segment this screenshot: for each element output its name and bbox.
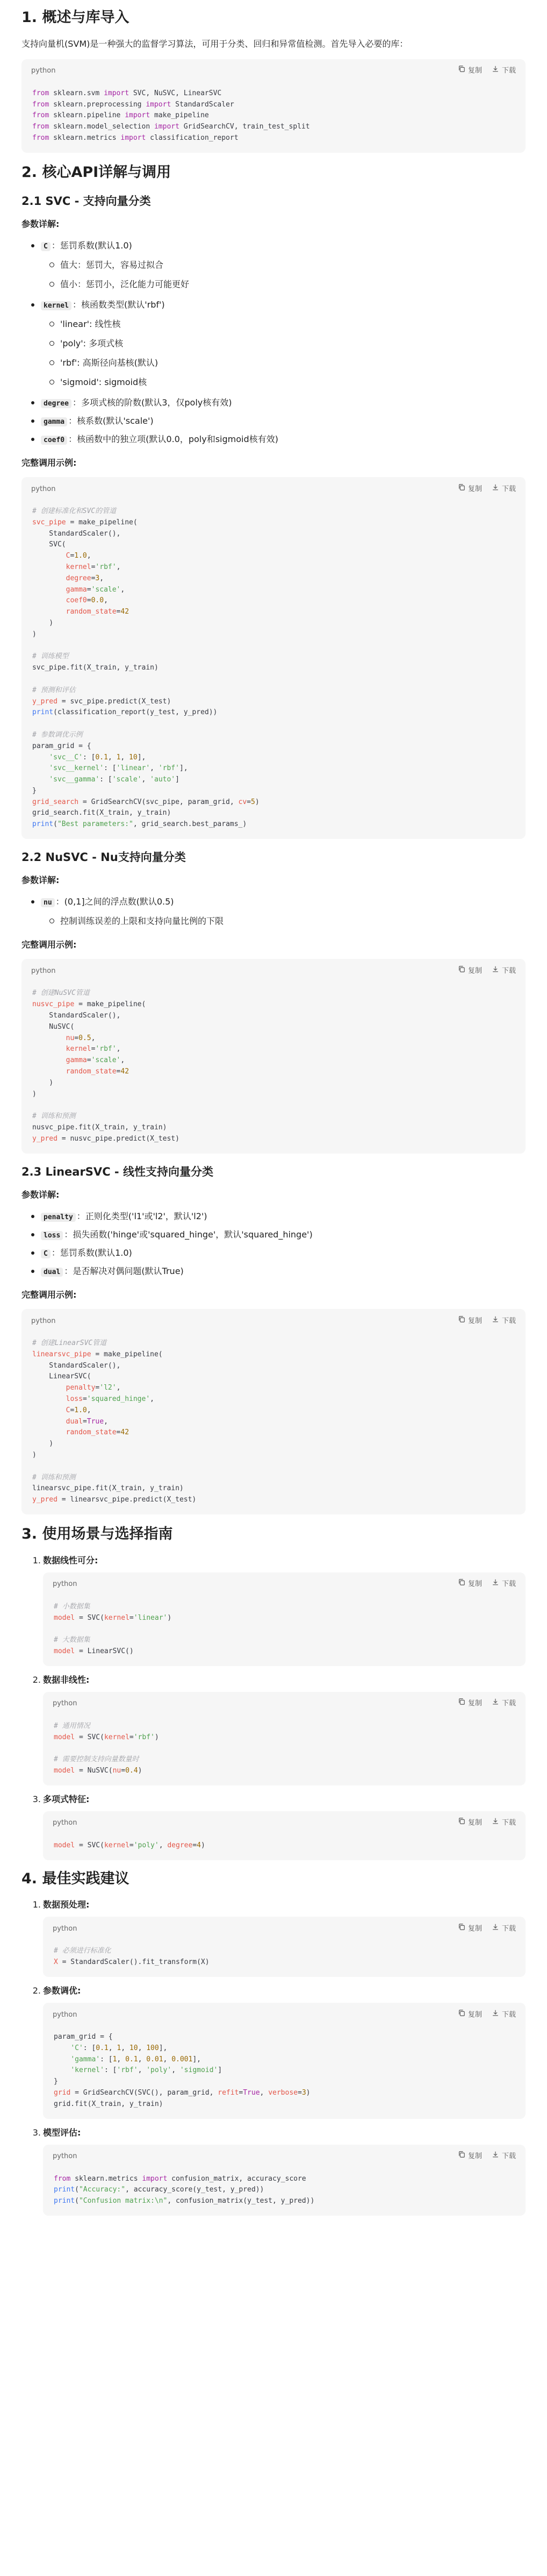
param-code: nu <box>41 898 55 907</box>
list-item: 控制训练误差的上限和支持向量比例的下限 <box>46 914 526 929</box>
download-icon <box>492 483 499 496</box>
code-content: # 创建标准化和SVC的管道 svc_pipe = make_pipeline( StandardScaler(), SVC( C=1.0, kernel='rbf', degree=3, gamma='scale', coef0=0.0, random_state=42 ) ) # 训练模型 svc_pipe.fit(X_train, y_train) # 预测和评估 y_pred = svc_pipe.predict(X_test) print(classification_report(y_test, y_pred)) # 参数调优示例 param_grid = { 'svc__C': [0.1, 1, 10], 'svc__kernel': ['linear', 'rbf'], 'svc__gamma': ['scale', 'auto'] } grid_search = GridSearchCV(svc_pipe, param_grid, cv=5) grid_search.fit(X_train, y_train) print("Best parameters:", grid_search.best_params_) <box>32 507 260 829</box>
download-icon <box>492 2009 499 2022</box>
code-content: # 创建LinearSVC管道 linearsvc_pipe = make_pipeline( StandardScaler(), LinearSVC( penalty='l2', loss='squared_hinge', C=1.0, dual=True, random_state=42 ) ) # 训练和预测 linearsvc_pipe.fit(X_train, y_train) y_pred = linearsvc_pipe.predict(X_test) <box>32 1339 197 1504</box>
section-4-title: 4. 最佳实践建议 <box>21 1870 129 1887</box>
copy-icon <box>458 1578 465 1591</box>
download-button[interactable]: 下载 <box>492 483 516 496</box>
copy-icon <box>458 1817 465 1830</box>
download-icon <box>492 65 499 77</box>
list-item: C ：惩罚系数(默认1.0) 值大：惩罚大，容易过拟合 值小：惩罚小，泛化能力可能更好 <box>29 238 526 292</box>
nusvc-title: 2.2 NuSVC - Nu支持向量分类 <box>21 851 186 864</box>
linearsvc-example-label: 完整调用示例: <box>21 1290 77 1300</box>
code-block-bp1 <box>43 1917 526 1977</box>
code-header <box>43 2145 526 2169</box>
param-code: dual <box>41 1268 63 1277</box>
copy-button[interactable]: 复制 <box>458 65 482 77</box>
code-language: python <box>53 2152 77 2161</box>
code-block-nusvc <box>21 959 526 1153</box>
code-content: # 必须进行标准化 X = StandardScaler().fit_transform(X) <box>54 1947 210 1967</box>
code-header <box>21 59 526 84</box>
copy-button[interactable]: 复制 <box>458 1578 482 1591</box>
copy-button[interactable]: 复制 <box>458 2151 482 2163</box>
code-header <box>43 1811 526 1836</box>
section-1-title: 1. 概述与库导入 <box>21 9 129 26</box>
code-block-bp3 <box>43 2145 526 2216</box>
code-language: python <box>53 1819 77 1827</box>
param-code: C <box>41 242 51 251</box>
section-2-title: 2. 核心API详解与调用 <box>21 163 171 181</box>
svc-example-label: 完整调用示例: <box>21 457 77 468</box>
download-button[interactable]: 下载 <box>492 1698 516 1710</box>
code-language: python <box>31 67 56 75</box>
list-item: 值大：惩罚大，容易过拟合 <box>46 258 526 273</box>
code-block-scene1 <box>43 1572 526 1666</box>
code-block-scene3 <box>43 1811 526 1860</box>
code-content: from sklearn.metrics import confusion_matrix, accuracy_score print("Accuracy:", accuracy_score(y_test, y_pred)) print("Confusion matrix:\n", confusion_matrix(y_test, y_pred)) <box>54 2174 315 2205</box>
download-button[interactable]: 下载 <box>492 1817 516 1830</box>
code-header <box>43 2003 526 2027</box>
copy-button[interactable]: 复制 <box>458 1923 482 1935</box>
copy-button[interactable]: 复制 <box>458 965 482 978</box>
code-header <box>43 1917 526 1941</box>
code-language: python <box>53 2010 77 2019</box>
list-item: 2. 数据非线性: python 复制 下载 # 通用情况 model = SVC(kernel='rbf') # 需要控制支持向量数量时 model = NuSVC(nu=0.4) <box>29 1673 526 1785</box>
code-block-imports <box>21 59 526 153</box>
practice-label: 参数调优: <box>43 1985 81 1996</box>
svc-params-list <box>21 238 526 447</box>
linearsvc-params-label: 参数详解: <box>21 1190 60 1200</box>
download-icon <box>492 2151 499 2163</box>
scenario-label: 数据非线性: <box>43 1674 90 1685</box>
download-icon <box>492 1817 499 1830</box>
copy-icon <box>458 65 465 77</box>
download-button[interactable]: 下载 <box>492 1578 516 1591</box>
code-block-scene2 <box>43 1692 526 1785</box>
download-icon <box>492 965 499 978</box>
copy-button[interactable]: 复制 <box>458 483 482 496</box>
download-button[interactable]: 下载 <box>492 1923 516 1935</box>
param-code: C <box>41 1249 51 1258</box>
code-language: python <box>53 1580 77 1589</box>
code-language: python <box>31 485 56 493</box>
param-code: kernel <box>41 301 71 310</box>
list-item: penalty ：正则化类型('l1'或'l2'，默认'l2') <box>29 1209 526 1224</box>
param-code: coef0 <box>41 436 67 445</box>
nusvc-params-list <box>21 894 526 929</box>
list-item: 1. 数据预处理: python 复制 下载 # 必须进行标准化 X = StandardScaler().fit_transform(X) <box>29 1897 526 1977</box>
svc-title: 2.1 SVC - 支持向量分类 <box>21 194 151 208</box>
code-block-svc <box>21 477 526 839</box>
download-icon <box>492 1698 499 1710</box>
list-item: 'poly': 多项式核 <box>46 336 526 351</box>
param-code: degree <box>41 399 71 408</box>
nusvc-example-label: 完整调用示例: <box>21 940 77 950</box>
list-item: 2. 参数调优: python 复制 下载 param_grid = { 'C': [0.1, 1, 10, 100], 'gamma': [1, 0.1, 0.01, 0.001], 'kernel': ['rbf', 'poly', 'sigmoid'] } grid = GridSearchCV(SVC(), param_grid, refit=True, verbose=3) grid.fit(X_train, y_train) <box>29 1983 526 2119</box>
download-button[interactable]: 下载 <box>492 1315 516 1328</box>
download-button[interactable]: 下载 <box>492 2009 516 2022</box>
list-item: 'linear': 线性核 <box>46 317 526 332</box>
code-content: # 创建NuSVC管道 nusvc_pipe = make_pipeline( StandardScaler(), NuSVC( nu=0.5, kernel='rbf', gamma='scale', random_state=42 ) ) # 训练和预测 nusvc_pipe.fit(X_train, y_train) y_pred = nusvc_pipe.predict(X_test) <box>32 989 179 1143</box>
code-content: model = SVC(kernel='poly', degree=4) <box>54 1841 205 1849</box>
code-header <box>21 1309 526 1334</box>
list-item: 3. 多项式特征: python 复制 下载 model = SVC(kernel='poly', degree=4) <box>29 1792 526 1860</box>
copy-icon <box>458 1698 465 1710</box>
nusvc-params-label: 参数详解: <box>21 875 60 886</box>
download-button[interactable]: 下载 <box>492 965 516 978</box>
practice-label: 模型评估: <box>43 2127 81 2138</box>
scenario-label: 多项式特征: <box>43 1794 90 1804</box>
list-item: 'sigmoid': sigmoid核 <box>46 375 526 390</box>
code-language: python <box>31 967 56 976</box>
code-block-bp2 <box>43 2003 526 2119</box>
code-header <box>43 1572 526 1597</box>
download-button[interactable]: 下载 <box>492 2151 516 2163</box>
list-item: dual ：是否解决对偶问题(默认True) <box>29 1264 526 1279</box>
download-icon <box>492 1578 499 1591</box>
download-button[interactable]: 下载 <box>492 65 516 77</box>
code-header <box>21 959 526 984</box>
svc-params-label: 参数详解: <box>21 218 60 229</box>
code-header <box>21 477 526 502</box>
list-item: loss ：损失函数('hinge'或'squared_hinge'，默认'squared_hinge') <box>29 1227 526 1242</box>
scenario-list <box>21 1553 526 1860</box>
param-code: penalty <box>41 1213 76 1222</box>
practice-label: 数据预处理: <box>43 1899 90 1910</box>
scenario-label: 数据线性可分: <box>43 1555 98 1565</box>
download-icon <box>492 1315 499 1328</box>
linearsvc-title: 2.3 LinearSVC - 线性支持向量分类 <box>21 1165 213 1178</box>
list-item: 'rbf': 高斯径向基核(默认) <box>46 355 526 371</box>
linearsvc-params-list <box>21 1209 526 1279</box>
code-content: param_grid = { 'C': [0.1, 1, 10, 100], 'gamma': [1, 0.1, 0.01, 0.001], 'kernel': ['rbf', 'poly', 'sigmoid'] } grid = GridSearchCV(SVC(), param_grid, refit=True, verbose=3) grid.fit(X_train, y_train) <box>54 2032 311 2108</box>
section-3-title: 3. 使用场景与选择指南 <box>21 1525 173 1542</box>
copy-icon <box>458 965 465 978</box>
copy-icon <box>458 1315 465 1328</box>
code-content: from sklearn.svm import SVC, NuSVC, LinearSVC from sklearn.preprocessing import StandardScaler from sklearn.pipeline import make_pipeline from sklearn.model_selection import GridSearchCV, train_test_split from sklearn.metrics import classification_report <box>32 89 310 142</box>
copy-button[interactable]: 复制 <box>458 2009 482 2022</box>
code-content: # 小数据集 model = SVC(kernel='linear') # 大数据集 model = LinearSVC() <box>54 1602 172 1655</box>
code-language: python <box>31 1317 56 1325</box>
param-code: gamma <box>41 417 67 426</box>
code-language: python <box>53 1699 77 1708</box>
list-item: C ：惩罚系数(默认1.0) <box>29 1246 526 1261</box>
download-icon <box>492 1923 499 1935</box>
copy-button[interactable]: 复制 <box>458 1698 482 1710</box>
code-language: python <box>53 1924 77 1933</box>
section-1-intro: 支持向量机(SVM)是一种强大的监督学习算法，可用于分类、回归和异常值检测。首先导入必要的库： <box>21 38 408 49</box>
list-item: nu ：(0,1]之间的浮点数(默认0.5) 控制训练误差的上限和支持向量比例的下限 <box>29 894 526 929</box>
copy-icon <box>458 483 465 496</box>
list-item: degree ：多项式核的阶数(默认3，仅poly核有效) <box>29 395 526 410</box>
list-item: gamma ：核系数(默认'scale') <box>29 414 526 429</box>
copy-icon <box>458 1923 465 1935</box>
code-block-linearsvc <box>21 1309 526 1514</box>
list-item: kernel ：核函数类型(默认'rbf') 'linear': 线性核 'poly': 多项式核 'rbf': 高斯径向基核(默认) 'sigmoid': sigmoid核 <box>29 297 526 390</box>
copy-button[interactable]: 复制 <box>458 1817 482 1830</box>
param-code: loss <box>41 1231 63 1240</box>
best-practice-list <box>21 1897 526 2216</box>
list-item: 1. 数据线性可分: python 复制 下载 # 小数据集 model = SVC(kernel='linear') # 大数据集 model = LinearSVC() <box>29 1553 526 1666</box>
copy-icon <box>458 2009 465 2022</box>
copy-button[interactable]: 复制 <box>458 1315 482 1328</box>
list-item: coef0 ：核函数中的独立项(默认0.0，poly和sigmoid核有效) <box>29 432 526 447</box>
list-item: 3. 模型评估: python 复制 下载 from sklearn.metrics import confusion_matrix, accuracy_score print("Accuracy:", accuracy_score(y_test, y_pred)) print("Confusion matrix:\n", confusion_matrix(y_test, y_pred)) <box>29 2125 526 2216</box>
list-item: 值小：惩罚小，泛化能力可能更好 <box>46 277 526 292</box>
code-content: # 通用情况 model = SVC(kernel='rbf') # 需要控制支持向量数量时 model = NuSVC(nu=0.4) <box>54 1721 159 1775</box>
code-header <box>43 1692 526 1717</box>
copy-icon <box>458 2151 465 2163</box>
